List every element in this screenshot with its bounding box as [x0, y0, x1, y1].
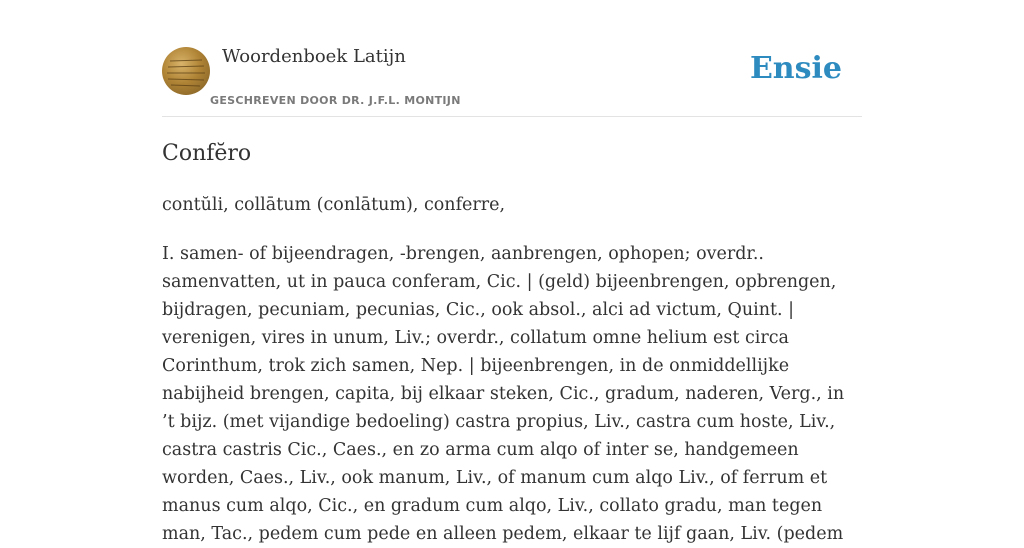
inscription-icon — [162, 47, 210, 95]
entry-forms: contŭli, collātum (conlātum), conferre, — [162, 195, 506, 215]
author-byline: GESCHREVEN DOOR DR. J.F.L. MONTIJN — [210, 94, 461, 107]
definition-text: I. samen- of bijeendragen, -brengen, aanbrengen, ophopen; overdr.. samenvatten, ut in pauca conferam, Cic. | (geld) bijeenbrengen, opbrengen, bijdragen, pecuniam, pecunias, Cic., ook absol., alci ad victum, Quint. | verenigen, vires in unum, Liv.; overdr., collatum omne helium est circa Corinthum, trok zich samen, Nep. | bijeenbrengen, in de onmiddellijke nabijheid brengen, capita, bij elkaar steken, Cic., gradum, naderen, Verg., in ’t bijz. (met vijandige bedoeling) castra propius, Liv., castra cum hoste, Liv., castra castris Cic., Caes., en zo arma cum alqo of inter se, handgemeen worden, Caes., Liv., ook manum, Liv., of manum cum alqo Liv., of ferrum et manus cum alqo, Cic., en gradum cum alqo, Liv., collato gradu, man tegen man, Tac., pedem cum pede en alleen pedem, elkaar te lijf gaan, Liv. (pedem — [162, 244, 845, 544]
book-title[interactable]: Woordenboek Latijn — [222, 46, 406, 67]
site-header — [162, 0, 862, 117]
entry-definition — [162, 240, 862, 548]
page-container — [162, 0, 862, 544]
book-cover-avatar[interactable] — [162, 47, 210, 95]
ensie-logo[interactable]: Ensie — [749, 51, 842, 86]
entry-title: Confĕro — [162, 141, 252, 166]
